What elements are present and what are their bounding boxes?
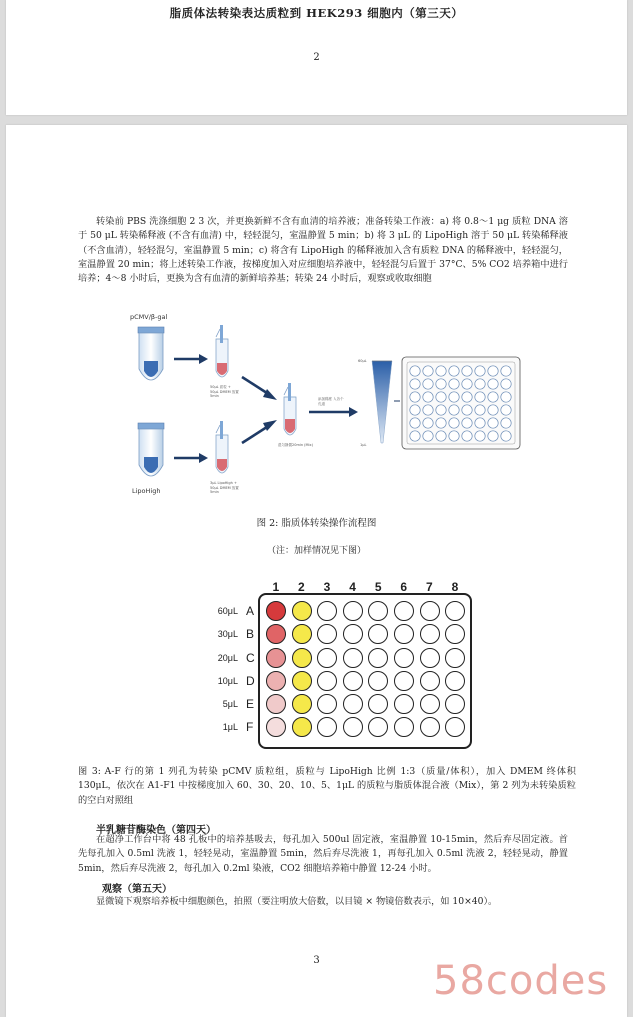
well-E3 [317, 694, 337, 714]
well-B5 [368, 624, 388, 644]
observe-paragraph: 显微镜下观察培养板中细胞颜色，拍照（要注明放大倍数，以目镜 × 物镜倍数表示，如 10×40）。 [96, 896, 498, 907]
well-B2 [292, 624, 312, 644]
column-label: 2 [298, 580, 305, 594]
plate-column-labels [263, 580, 468, 594]
well-C7 [420, 648, 440, 668]
row-letter: F [246, 720, 254, 735]
well-E4 [343, 694, 363, 714]
mini-well [475, 431, 485, 441]
column-label: 5 [374, 580, 382, 594]
mini-well [488, 392, 498, 402]
row-letter: D [246, 673, 255, 688]
mini-well [410, 366, 420, 376]
xgal-paragraph: 在超净工作台中将 48 孔板中的培养基吸去，每孔加入 500ul 固定液，室温静置 10-15min，然后弃尽固定液。首先每孔加入 0.5ml 洗液 1，轻轻晃动，室温静置 5min，然后弃尽洗液 1，再每孔加入 0.5ml 洗液 2，轻轻晃动，静置 5min，然后弃尽洗液 2，每孔加入 0.2ml 染液，CO2 细胞培养箱中静置 12-24 小时。 [78, 834, 568, 874]
mini-well [475, 405, 485, 415]
mini-well [501, 392, 511, 402]
well-E2 [292, 694, 312, 714]
transfection-flow-diagram [124, 311, 524, 496]
well-F7 [420, 717, 440, 737]
well-F1 [266, 717, 286, 737]
row-letter: A [246, 604, 255, 618]
well-B7 [420, 624, 440, 644]
page-number: 2 [313, 52, 320, 63]
well-D6 [394, 671, 414, 691]
well-F2 [292, 717, 312, 737]
row-volume: 1μL [222, 722, 238, 733]
row-volume: 60μL [217, 606, 238, 616]
well-E6 [394, 694, 414, 714]
well-A4 [343, 601, 363, 621]
well-A2 [292, 601, 312, 621]
well-A1 [266, 601, 286, 621]
row-volume: 10μL [217, 675, 238, 686]
mini-well [449, 405, 459, 415]
well-D7 [420, 671, 440, 691]
well-F6 [394, 717, 414, 737]
row-letter: C [246, 650, 255, 665]
well-A5 [368, 601, 388, 621]
add-note: 添加梯度 入各个孔道 [318, 397, 344, 406]
well-D1 [266, 671, 286, 691]
mini-well [410, 392, 420, 402]
well-C5 [368, 648, 388, 668]
mini-well [475, 366, 485, 376]
mini-well [449, 431, 459, 441]
mini-well [475, 379, 485, 389]
mini-well [475, 392, 485, 402]
well-A6 [394, 601, 414, 621]
plate-row-volumes [206, 600, 238, 740]
diluted-lipo-tube [216, 421, 228, 473]
mini-well [475, 418, 485, 428]
mix-note: 混匀静置20min (Mix) [278, 443, 313, 447]
column-label: 4 [349, 580, 356, 594]
row-letter: E [246, 697, 255, 712]
mini-well [436, 431, 446, 441]
mini-well [488, 366, 498, 376]
mini-well [501, 405, 511, 415]
mini-well [410, 379, 420, 389]
well-A7 [420, 601, 440, 621]
lipohigh-label: LipoHigh [132, 487, 161, 495]
figure-2-note: （注：加样情况见下图） [266, 546, 366, 556]
well-C1 [266, 648, 286, 668]
well-D2 [292, 671, 312, 691]
well-F5 [368, 717, 388, 737]
row-volume: 5μL [222, 699, 238, 710]
mini-well [488, 431, 498, 441]
row-volume: 20μL [217, 652, 238, 663]
plasmid-label: pCMV/β-gal [130, 313, 168, 321]
well-E5 [368, 694, 388, 714]
mini-well [488, 418, 498, 428]
page-2 [6, 125, 627, 1017]
well-D4 [343, 671, 363, 691]
well-C6 [394, 648, 414, 668]
mini-well [436, 418, 446, 428]
mini-well [488, 405, 498, 415]
page-1 [6, 0, 627, 115]
well-D8 [445, 671, 465, 691]
column-label: 1 [272, 580, 280, 594]
well-E1 [266, 694, 286, 714]
watermark: 58codes [433, 958, 609, 1004]
mini-well [436, 392, 446, 402]
column-label: 7 [426, 580, 433, 594]
mini-well [423, 379, 433, 389]
tube1-note: 50μL 质粒 + 50μL DMEM 放置5min [210, 385, 239, 398]
mini-well [423, 418, 433, 428]
figure-3-caption: 图 3: A-F 行的第 1 列孔为转染 pCMV 质粒组，质粒与 LipoHigh 比例 1:3（质量/体积），加入 DMEM 终体积 130μL，依次在 A1-F1 中按梯度加入 60、30、20、10、5、1μL 的质粒与脂质体混合液（Mix），第 2 列为未转染质粒的空白对照组 [78, 766, 576, 806]
well-B1 [266, 624, 286, 644]
mini-well [423, 392, 433, 402]
mini-well [449, 392, 459, 402]
mini-well [436, 405, 446, 415]
mini-well [501, 418, 511, 428]
well-C3 [317, 648, 337, 668]
plasmid-stock-tube [138, 327, 164, 380]
well-D3 [317, 671, 337, 691]
transfection-paragraph: 转染前 PBS 洗涤细胞 2 3 次，并更换新鲜不含有血清的培养液；准备转染工作液：a) 将 0.8～1 μg 质粒 DNA 溶于 50 μL 转染稀释液 (不含有血清) 中，轻轻混匀，室温静置 5 min；b) 将 3 μL 的 LipoHigh 溶于 50 μL 转染稀释液（不含血清），轻轻混匀，室温静置 5 min；c) 将含有 LipoHigh 的稀释液加入含有质粒 DNA 的稀释液中，轻轻混匀，室温静置 20 min；将上述转染工作液，按梯度加入对应细胞培养液中，轻轻混匀后置于 37°C、5% CO2 培养箱中进行培养；4～8 小时后，更换为含有血清的新鲜培养基；转染 24 小时后，观察或收取细胞 [78, 216, 568, 285]
tube2-note: 3μL LipoHigh + 50μL DMEM 放置5min [210, 481, 239, 494]
mini-well [449, 366, 459, 376]
well-B8 [445, 624, 465, 644]
well-E8 [445, 694, 465, 714]
well-F3 [317, 717, 337, 737]
mini-well [501, 379, 511, 389]
lipohigh-stock-tube [138, 423, 164, 476]
well-C2 [292, 648, 312, 668]
well-F4 [343, 717, 363, 737]
mini-well [501, 431, 511, 441]
row-volume: 30μL [217, 629, 238, 640]
page-number: 3 [313, 955, 320, 966]
mini-well [488, 379, 498, 389]
observe-heading: 观察（第五天） [102, 884, 172, 895]
mini-well [410, 418, 420, 428]
mini-well [423, 366, 433, 376]
mix-tube [284, 383, 296, 435]
column-label: 6 [400, 580, 408, 594]
well-A8 [445, 601, 465, 621]
mini-well [462, 405, 472, 415]
well-D5 [368, 671, 388, 691]
gradient-funnel [372, 361, 392, 443]
well-C4 [343, 648, 363, 668]
column-label: 3 [323, 580, 331, 594]
mini-well [436, 379, 446, 389]
mini-well [501, 366, 511, 376]
mini-well [449, 418, 459, 428]
column-label: 8 [451, 580, 459, 594]
page-title: 脂质体法转染表达质粒到 HEK293 细胞内（第三天） [169, 6, 464, 20]
mini-well [410, 431, 420, 441]
row-letter: B [246, 627, 255, 642]
mini-well [462, 392, 472, 402]
mini-well [462, 418, 472, 428]
gradient-bottom-label: 1μL [360, 443, 367, 447]
mini-well [462, 431, 472, 441]
well-C8 [445, 648, 465, 668]
well-B3 [317, 624, 337, 644]
mini-well [423, 431, 433, 441]
diluted-plasmid-tube [216, 325, 228, 377]
well-A3 [317, 601, 337, 621]
mini-well [423, 405, 433, 415]
well-B6 [394, 624, 414, 644]
mini-well [462, 379, 472, 389]
mini-well [449, 379, 459, 389]
mini-well [436, 366, 446, 376]
plate-row-letters [246, 600, 255, 740]
gradient-top-label: 60μL [358, 359, 367, 363]
plate-wells [264, 600, 469, 740]
figure-2-caption: 图 2: 脂质体转染操作流程图 [256, 518, 377, 529]
well-E7 [420, 694, 440, 714]
mini-well [410, 405, 420, 415]
mini-well [462, 366, 472, 376]
well-F8 [445, 717, 465, 737]
xgal-heading: 半乳糖苷酶染色（第四天） [96, 825, 216, 836]
well-B4 [343, 624, 363, 644]
